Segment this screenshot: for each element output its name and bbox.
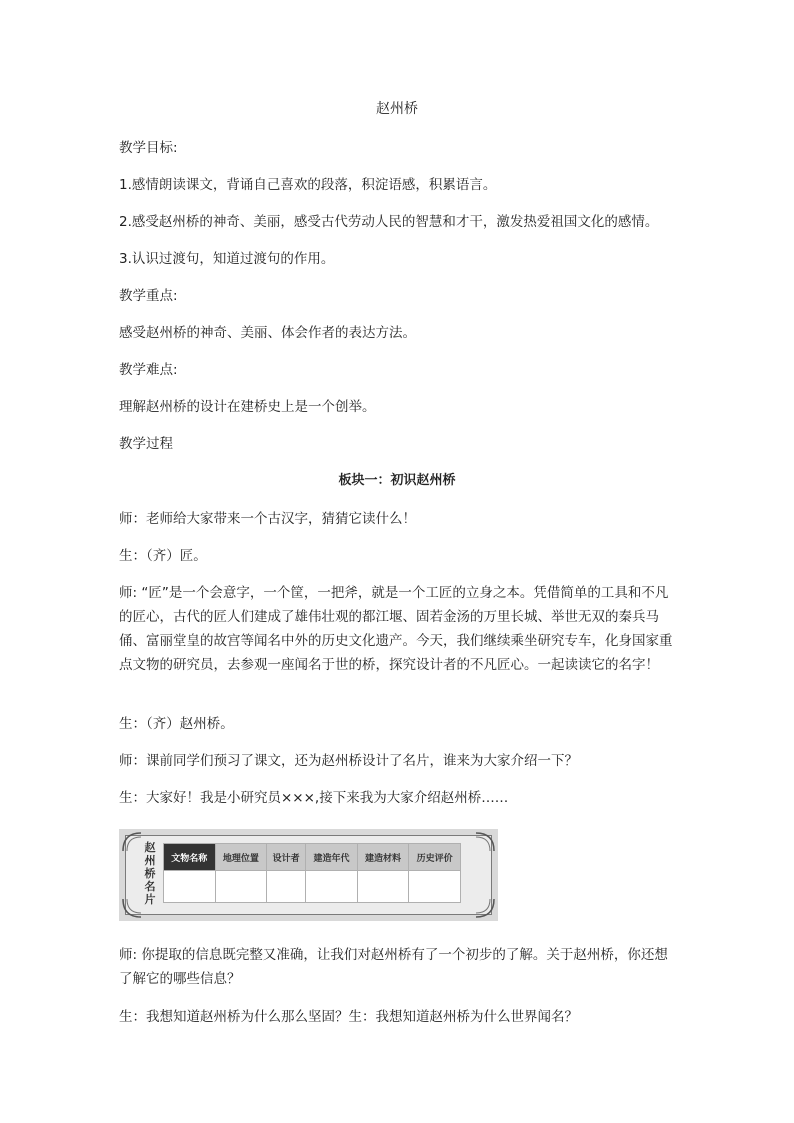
bridge-name-card	[119, 829, 498, 921]
card-header-cell: 设计者	[267, 844, 306, 871]
document-title: 赵州桥	[376, 101, 418, 117]
card-side-char: 州	[144, 854, 156, 867]
card-header-cell: 建造年代	[306, 844, 358, 871]
card-side-char: 赵	[144, 841, 156, 854]
ornament-corner-icon	[121, 831, 143, 853]
dialogue-line: 生：（齐）赵州桥。	[119, 716, 234, 732]
dialogue-line: 生：大家好！我是小研究员×××,接下来我为大家介绍赵州桥……	[119, 790, 509, 806]
ornament-corner-icon	[474, 831, 496, 853]
dialogue-line: 师：老师给大家带来一个古汉字，猜猜它读什么！	[119, 511, 416, 527]
card-blank-cell	[164, 871, 216, 903]
key-points-text: 感受赵州桥的神奇、美丽、体会作者的表达方法。	[119, 325, 416, 341]
card-table	[163, 843, 461, 903]
card-side-title	[143, 841, 157, 906]
objective-1: 1.感情朗读课文，背诵自己喜欢的段落，积淀语感，积累语言。	[119, 177, 497, 193]
card-side-char: 名	[144, 880, 156, 893]
card-side-char: 片	[144, 893, 156, 906]
card-blank-cell	[306, 871, 358, 903]
heading-key-points: 教学重点:	[119, 288, 178, 304]
objective-3: 3.认识过渡句，知道过渡句的作用。	[119, 251, 335, 267]
dialogue-paragraph: 师: “匠”是一个会意字，一个筐，一把斧，就是一个工匠的立身之本。凭借简单的工具和不凡的匠心，古代的匠人们建成了雄伟壮观的都江堰、固若金汤的万里长城、举世无双的秦兵马俑、富丽堂皇的故宫等闻名中外的历史文化遗产。今天，我们继续乘坐研究专车，化身国家重点文物的研究员，去参观一座闻名于世的桥，探究设计者的不凡匠心。一起读读它的名字！	[119, 585, 673, 673]
card-side-char: 桥	[144, 867, 156, 880]
heading-difficulties: 教学难点:	[119, 362, 178, 378]
card-blank-row	[164, 871, 461, 903]
card-blank-cell	[215, 871, 267, 903]
heading-process: 教学过程	[119, 436, 173, 452]
heading-objectives: 教学目标:	[119, 140, 178, 156]
dialogue-line: 生：我想知道赵州桥为什么那么坚固？生：我想知道赵州桥为什么世界闻名？	[119, 1009, 578, 1025]
card-header-cell: 建造材料	[357, 844, 409, 871]
difficulties-text: 理解赵州桥的设计在建桥史上是一个创举。	[119, 399, 376, 415]
card-header-cell: 地理位置	[215, 844, 267, 871]
section-title: 板块一：初识赵州桥	[338, 473, 456, 488]
card-blank-cell	[357, 871, 409, 903]
objective-2: 2.感受赵州桥的神奇、美丽，感受古代劳动人民的智慧和才干，激发热爱祖国文化的感情。	[119, 214, 659, 230]
ornament-corner-icon	[121, 897, 143, 919]
ornament-corner-icon	[474, 897, 496, 919]
dialogue-line: 生：（齐）匠。	[119, 548, 207, 564]
card-header-cell: 文物名称	[164, 844, 216, 871]
dialogue-line: 师：课前同学们预习了课文，还为赵州桥设计了名片，谁来为大家介绍一下？	[119, 753, 578, 769]
card-header-cell: 历史评价	[409, 844, 461, 871]
dialogue-paragraph: 师: 你提取的信息既完整又准确，让我们对赵州桥有了一个初步的了解。关于赵州桥，你还想了解它的哪些信息？	[119, 947, 668, 987]
card-blank-cell	[409, 871, 461, 903]
card-blank-cell	[267, 871, 306, 903]
card-header-row	[164, 844, 461, 871]
